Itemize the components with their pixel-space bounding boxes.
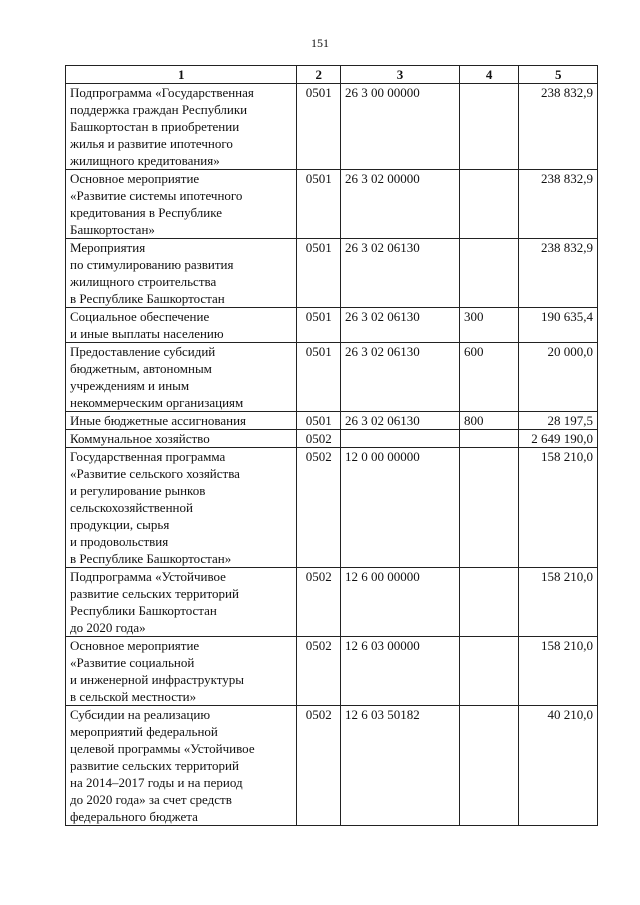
row-expense-type <box>459 448 518 568</box>
row-amount: 158 210,0 <box>519 568 598 637</box>
row-expense-type <box>459 170 518 239</box>
table-row <box>66 170 598 239</box>
table-row <box>66 448 598 568</box>
row-name: Подпрограмма «Устойчивое развитие сельских территорий Республики Башкортостан до 2020 года» <box>66 568 297 637</box>
row-name: Предоставление субсидий бюджетным, автономным учреждениям и иным некоммерческим организациям <box>66 343 297 412</box>
row-target: 12 6 00 00000 <box>341 568 460 637</box>
row-section: 0501 <box>297 343 341 412</box>
budget-table <box>65 65 598 826</box>
header-target: 3 <box>341 66 460 84</box>
row-name: Социальное обеспечение и иные выплаты населению <box>66 308 297 343</box>
row-expense-type: 600 <box>459 343 518 412</box>
row-section: 0502 <box>297 637 341 706</box>
row-amount: 20 000,0 <box>519 343 598 412</box>
table-row <box>66 430 598 448</box>
row-name: Субсидии на реализацию мероприятий федеральной целевой программы «Устойчивое развитие сельских территорий на 2014–2017 годы и на период до 2020 года» за счет средств федерального бюджета <box>66 706 297 826</box>
table-row <box>66 343 598 412</box>
table-row <box>66 308 598 343</box>
row-section: 0501 <box>297 308 341 343</box>
row-expense-type: 300 <box>459 308 518 343</box>
row-expense-type <box>459 706 518 826</box>
row-expense-type: 800 <box>459 412 518 430</box>
row-amount: 2 649 190,0 <box>519 430 598 448</box>
row-name: Коммунальное хозяйство <box>66 430 297 448</box>
table-row <box>66 568 598 637</box>
row-target: 26 3 02 00000 <box>341 170 460 239</box>
row-expense-type <box>459 84 518 170</box>
header-section: 2 <box>297 66 341 84</box>
row-section: 0501 <box>297 239 341 308</box>
row-amount: 40 210,0 <box>519 706 598 826</box>
row-section: 0501 <box>297 170 341 239</box>
row-section: 0501 <box>297 84 341 170</box>
row-target: 26 3 00 00000 <box>341 84 460 170</box>
row-target: 26 3 02 06130 <box>341 343 460 412</box>
header-amount: 5 <box>519 66 598 84</box>
row-name: Основное мероприятие «Развитие социальной и инженерной инфраструктуры в сельской местности» <box>66 637 297 706</box>
page-number: 151 <box>311 36 329 50</box>
row-amount: 158 210,0 <box>519 448 598 568</box>
row-target: 26 3 02 06130 <box>341 412 460 430</box>
table-header-row <box>66 66 598 84</box>
header-name: 1 <box>66 66 297 84</box>
row-expense-type <box>459 568 518 637</box>
row-target: 12 6 03 00000 <box>341 637 460 706</box>
table-row <box>66 637 598 706</box>
table-row <box>66 706 598 826</box>
row-expense-type <box>459 239 518 308</box>
row-amount: 238 832,9 <box>519 170 598 239</box>
row-amount: 158 210,0 <box>519 637 598 706</box>
table-row <box>66 239 598 308</box>
row-target: 26 3 02 06130 <box>341 239 460 308</box>
row-name: Подпрограмма «Государственная поддержка граждан Республики Башкортостан в приобретении жилья и развитие ипотечного жилищного кредитования» <box>66 84 297 170</box>
row-amount: 28 197,5 <box>519 412 598 430</box>
row-section: 0502 <box>297 706 341 826</box>
row-section: 0502 <box>297 568 341 637</box>
row-amount: 238 832,9 <box>519 84 598 170</box>
row-name: Государственная программа «Развитие сельского хозяйства и регулирование рынков сельскохозяйственной продукции, сырья и продовольствия в Республике Башкортостан» <box>66 448 297 568</box>
header-expense-type: 4 <box>459 66 518 84</box>
table-row <box>66 84 598 170</box>
row-name: Основное мероприятие «Развитие системы ипотечного кредитования в Республике Башкортостан» <box>66 170 297 239</box>
row-expense-type <box>459 430 518 448</box>
row-target: 12 6 03 50182 <box>341 706 460 826</box>
row-amount: 190 635,4 <box>519 308 598 343</box>
row-expense-type <box>459 637 518 706</box>
row-target <box>341 430 460 448</box>
row-name: Мероприятия по стимулированию развития жилищного строительства в Республике Башкортостан <box>66 239 297 308</box>
row-section: 0502 <box>297 430 341 448</box>
row-target: 26 3 02 06130 <box>341 308 460 343</box>
row-target: 12 0 00 00000 <box>341 448 460 568</box>
row-name: Иные бюджетные ассигнования <box>66 412 297 430</box>
table-row <box>66 412 598 430</box>
row-amount: 238 832,9 <box>519 239 598 308</box>
row-section: 0502 <box>297 448 341 568</box>
row-section: 0501 <box>297 412 341 430</box>
